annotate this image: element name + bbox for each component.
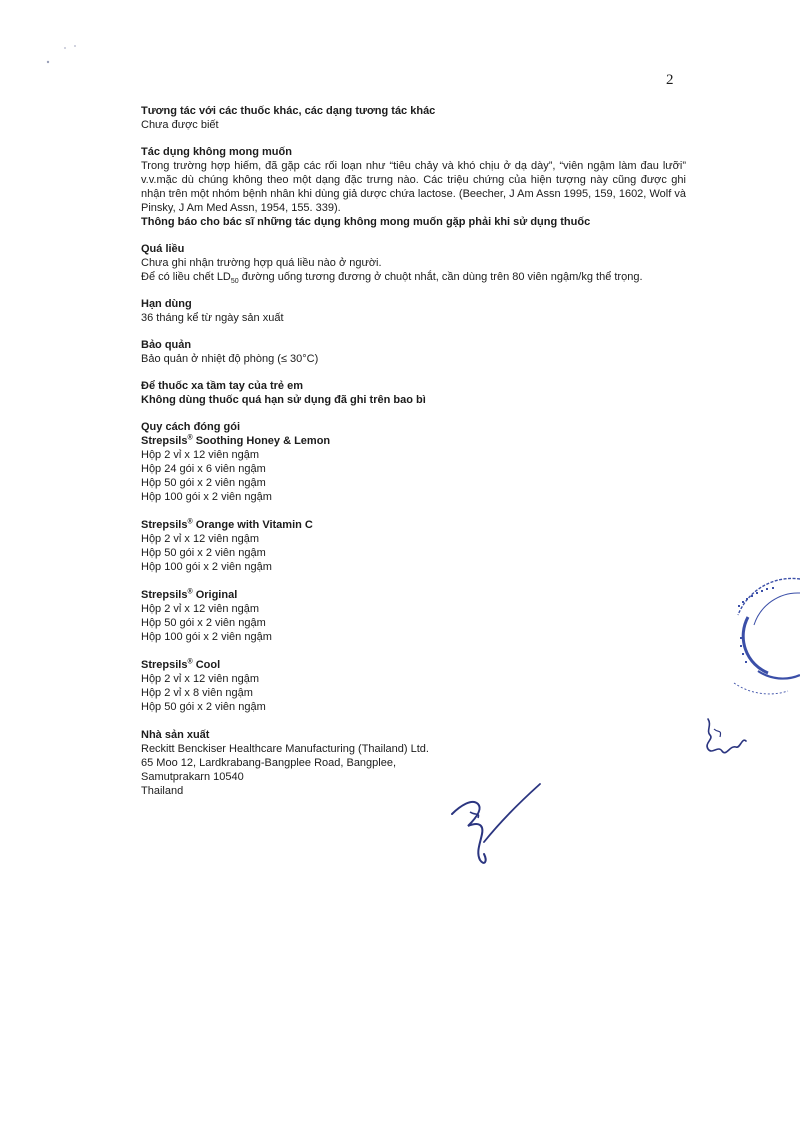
pack-item: Hộp 2 vỉ x 12 viên ngậm <box>141 603 260 615</box>
pack-item: Hộp 2 vỉ x 12 viên ngậm <box>141 533 260 545</box>
page-number: 2 <box>666 72 674 88</box>
manufacturer-line: Thailand <box>141 785 184 797</box>
product-variant: Cool <box>192 659 221 671</box>
registered-mark: ® <box>187 658 193 666</box>
official-stamp-icon <box>728 575 800 695</box>
product-pack <box>141 434 686 504</box>
side-effects-notice: Thông báo cho bác sĩ những tác dụng không mong muốn gặp phải khi sử dụng thuốc <box>141 216 591 228</box>
section-text: Bảo quản ở nhiệt độ phòng (≤ 30°C) <box>141 353 319 365</box>
section-title: Quá liều <box>141 243 185 255</box>
signature-icon <box>450 782 550 872</box>
manufacturer-line: 65 Moo 12, Lardkrabang-Bangplee Road, Bangplee, <box>141 757 397 769</box>
pack-item: Hộp 2 vỉ x 12 viên ngậm <box>141 449 260 461</box>
section-title: Bảo quản <box>141 339 192 351</box>
section-overdose <box>141 242 686 284</box>
product-name <box>141 658 686 672</box>
pack-item: Hộp 50 gói x 2 viên ngậm <box>141 617 266 629</box>
section-storage <box>141 338 686 366</box>
pack-item: Hộp 50 gói x 2 viên ngậm <box>141 547 266 559</box>
section-packaging <box>141 420 686 714</box>
ld50-text-post: đường uống tương đương ở chuột nhắt, cần dùng trên 80 viên ngậm/kg thể trọng. <box>238 271 643 283</box>
section-shelf-life <box>141 297 686 325</box>
product-name <box>141 588 686 602</box>
product-pack <box>141 588 686 644</box>
pack-item: Hộp 50 gói x 2 viên ngậm <box>141 477 266 489</box>
product-name <box>141 518 686 532</box>
section-title: Quy cách đóng gói <box>141 421 241 433</box>
scan-mark-decoration <box>45 42 85 82</box>
section-text: 36 tháng kể từ ngày sản xuất <box>141 312 284 324</box>
registered-mark: ® <box>187 518 193 526</box>
section-title: Hạn dùng <box>141 298 192 310</box>
section-text: Chưa được biết <box>141 119 219 131</box>
pack-item: Hộp 24 gói x 6 viên ngậm <box>141 463 266 475</box>
manufacturer-line: Reckitt Benckiser Healthcare Manufacturing (Thailand) Ltd. <box>141 743 429 755</box>
section-title: Tác dụng không mong muốn <box>141 146 292 158</box>
warning-children: Để thuốc xa tầm tay của trẻ em <box>141 380 304 392</box>
brand-name: Strepsils <box>141 589 188 601</box>
product-pack <box>141 518 686 574</box>
brand-name: Strepsils <box>141 435 188 447</box>
pack-item: Hộp 100 gói x 2 viên ngậm <box>141 491 272 503</box>
document-body <box>141 104 686 811</box>
ld50-text <box>141 270 686 284</box>
ld50-subscript: 50 <box>230 278 239 286</box>
section-interactions <box>141 104 686 132</box>
section-title: Tương tác với các thuốc khác, các dạng tương tác khác <box>141 105 436 117</box>
section-side-effects <box>141 145 686 229</box>
pack-item: Hộp 50 gói x 2 viên ngậm <box>141 701 266 713</box>
product-name <box>141 434 686 448</box>
initials-signature-icon <box>700 715 750 763</box>
section-text: Trong trường hợp hiếm, đã gặp các rối loạn như “tiêu chảy và khó chịu ở dạ dày”, “viên ngậm làm đau lưỡi” v.v.mặc dù chúng không theo một dạng đặc trưng nào. Các triệu chứng của hiện tượng này cũng được ghi nhận trên một nhóm bệnh nhân khi dùng giả dược chứa lactose. (Beecher, J Am Assn 1995, 159, 1602, Wolf và Pinsky, J Am Med Assn, 1954, 155. 339). <box>141 160 686 214</box>
product-variant: Orange with Vitamin C <box>192 519 313 531</box>
manufacturer-line: Samutprakarn 10540 <box>141 771 244 783</box>
section-text: Chưa ghi nhận trường hợp quá liều nào ở người. <box>141 257 382 269</box>
warning-expiry: Không dùng thuốc quá hạn sử dụng đã ghi trên bao bì <box>141 394 426 406</box>
registered-mark: ® <box>187 434 193 442</box>
brand-name: Strepsils <box>141 519 188 531</box>
pack-item: Hộp 100 gói x 2 viên ngậm <box>141 561 272 573</box>
section-title: Nhà sản xuất <box>141 729 210 741</box>
product-variant: Original <box>192 589 238 601</box>
section-manufacturer <box>141 728 686 798</box>
section-warnings <box>141 379 686 407</box>
registered-mark: ® <box>187 588 193 596</box>
pack-item: Hộp 2 vỉ x 12 viên ngậm <box>141 673 260 685</box>
brand-name: Strepsils <box>141 659 188 671</box>
product-variant: Soothing Honey & Lemon <box>192 435 331 447</box>
ld50-text-pre: Để có liều chết LD <box>141 271 231 283</box>
pack-item: Hộp 2 vỉ x 8 viên ngậm <box>141 687 253 699</box>
product-pack <box>141 658 686 714</box>
pack-item: Hộp 100 gói x 2 viên ngậm <box>141 631 272 643</box>
